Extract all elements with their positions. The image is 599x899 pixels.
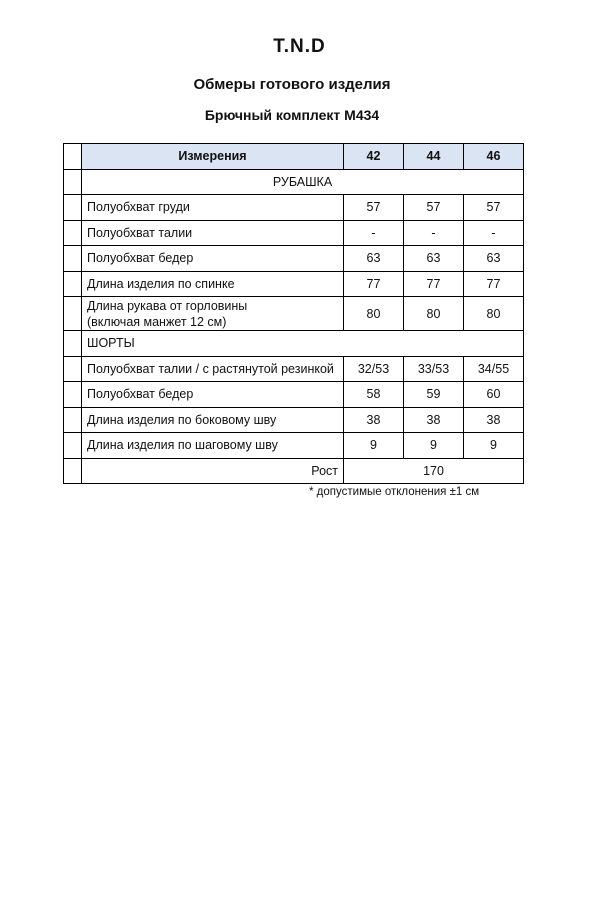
table-row xyxy=(64,195,524,221)
measure-value: 9 xyxy=(344,433,404,459)
header-size: 44 xyxy=(404,144,464,170)
measure-value: - xyxy=(404,220,464,246)
table-row xyxy=(64,246,524,272)
table-row xyxy=(64,356,524,382)
table-row xyxy=(64,271,524,297)
document-title: Обмеры готового изделия xyxy=(193,76,391,93)
section-title: ШОРТЫ xyxy=(82,331,524,357)
measure-value: 80 xyxy=(344,297,404,331)
brand-title: T.N.D xyxy=(273,36,326,57)
index-cell xyxy=(64,220,82,246)
index-cell xyxy=(64,195,82,221)
index-cell xyxy=(64,382,82,408)
measure-value: 38 xyxy=(404,407,464,433)
measure-value: 38 xyxy=(344,407,404,433)
measure-value: 32/53 xyxy=(344,356,404,382)
index-cell xyxy=(64,458,82,484)
measure-value: 60 xyxy=(464,382,524,408)
measure-label: Полуобхват бедер xyxy=(82,382,344,408)
index-cell xyxy=(64,297,82,331)
table-row xyxy=(64,297,524,331)
measure-value: 58 xyxy=(344,382,404,408)
height-value: 170 xyxy=(344,458,524,484)
header-size: 46 xyxy=(464,144,524,170)
section-title: РУБАШКА xyxy=(82,169,524,195)
measure-label: Полуобхват бедер xyxy=(82,246,344,272)
index-cell xyxy=(64,271,82,297)
measure-value: 59 xyxy=(404,382,464,408)
header-size: 42 xyxy=(344,144,404,170)
measure-value: 33/53 xyxy=(404,356,464,382)
index-cell xyxy=(64,169,82,195)
measure-label-line: (включая манжет 12 см) xyxy=(87,314,227,329)
section-row xyxy=(64,169,524,195)
measure-value: 63 xyxy=(464,246,524,272)
measure-label: Длина изделия по боковому шву xyxy=(82,407,344,433)
measure-value: 77 xyxy=(344,271,404,297)
measure-value: 57 xyxy=(344,195,404,221)
measure-value: 9 xyxy=(464,433,524,459)
table-row xyxy=(64,433,524,459)
index-cell xyxy=(64,144,82,170)
measure-label xyxy=(82,297,344,331)
measurements-table xyxy=(63,143,524,484)
measure-value: 77 xyxy=(404,271,464,297)
measure-label: Полуобхват груди xyxy=(82,195,344,221)
table-row xyxy=(64,382,524,408)
measure-label: Длина изделия по спинке xyxy=(82,271,344,297)
measure-value: 34/55 xyxy=(464,356,524,382)
index-cell xyxy=(64,433,82,459)
measure-value: 63 xyxy=(404,246,464,272)
measure-label: Полуобхват талии / с растянутой резинкой xyxy=(82,356,344,382)
measure-value: 77 xyxy=(464,271,524,297)
measure-label-line: Длина рукава от горловины xyxy=(87,298,248,313)
product-name: Брючный комплект М434 xyxy=(204,107,380,123)
measure-value: - xyxy=(344,220,404,246)
index-cell xyxy=(64,356,82,382)
measure-value: 63 xyxy=(344,246,404,272)
height-label: Рост xyxy=(82,458,344,484)
measure-value: 80 xyxy=(404,297,464,331)
tolerance-note: * допустимые отклонения ±1 см xyxy=(309,486,480,498)
measure-value: 57 xyxy=(404,195,464,221)
table-header-row xyxy=(64,144,524,170)
header-measure: Измерения xyxy=(82,144,344,170)
index-cell xyxy=(64,331,82,357)
measure-value: 9 xyxy=(404,433,464,459)
height-row xyxy=(64,458,524,484)
measure-value: 57 xyxy=(464,195,524,221)
measure-value: 80 xyxy=(464,297,524,331)
table-row xyxy=(64,407,524,433)
measure-value: 38 xyxy=(464,407,524,433)
measure-label: Полуобхват талии xyxy=(82,220,344,246)
index-cell xyxy=(64,407,82,433)
index-cell xyxy=(64,246,82,272)
table-row xyxy=(64,220,524,246)
measure-label: Длина изделия по шаговому шву xyxy=(82,433,344,459)
measure-value: - xyxy=(464,220,524,246)
section-row xyxy=(64,331,524,357)
